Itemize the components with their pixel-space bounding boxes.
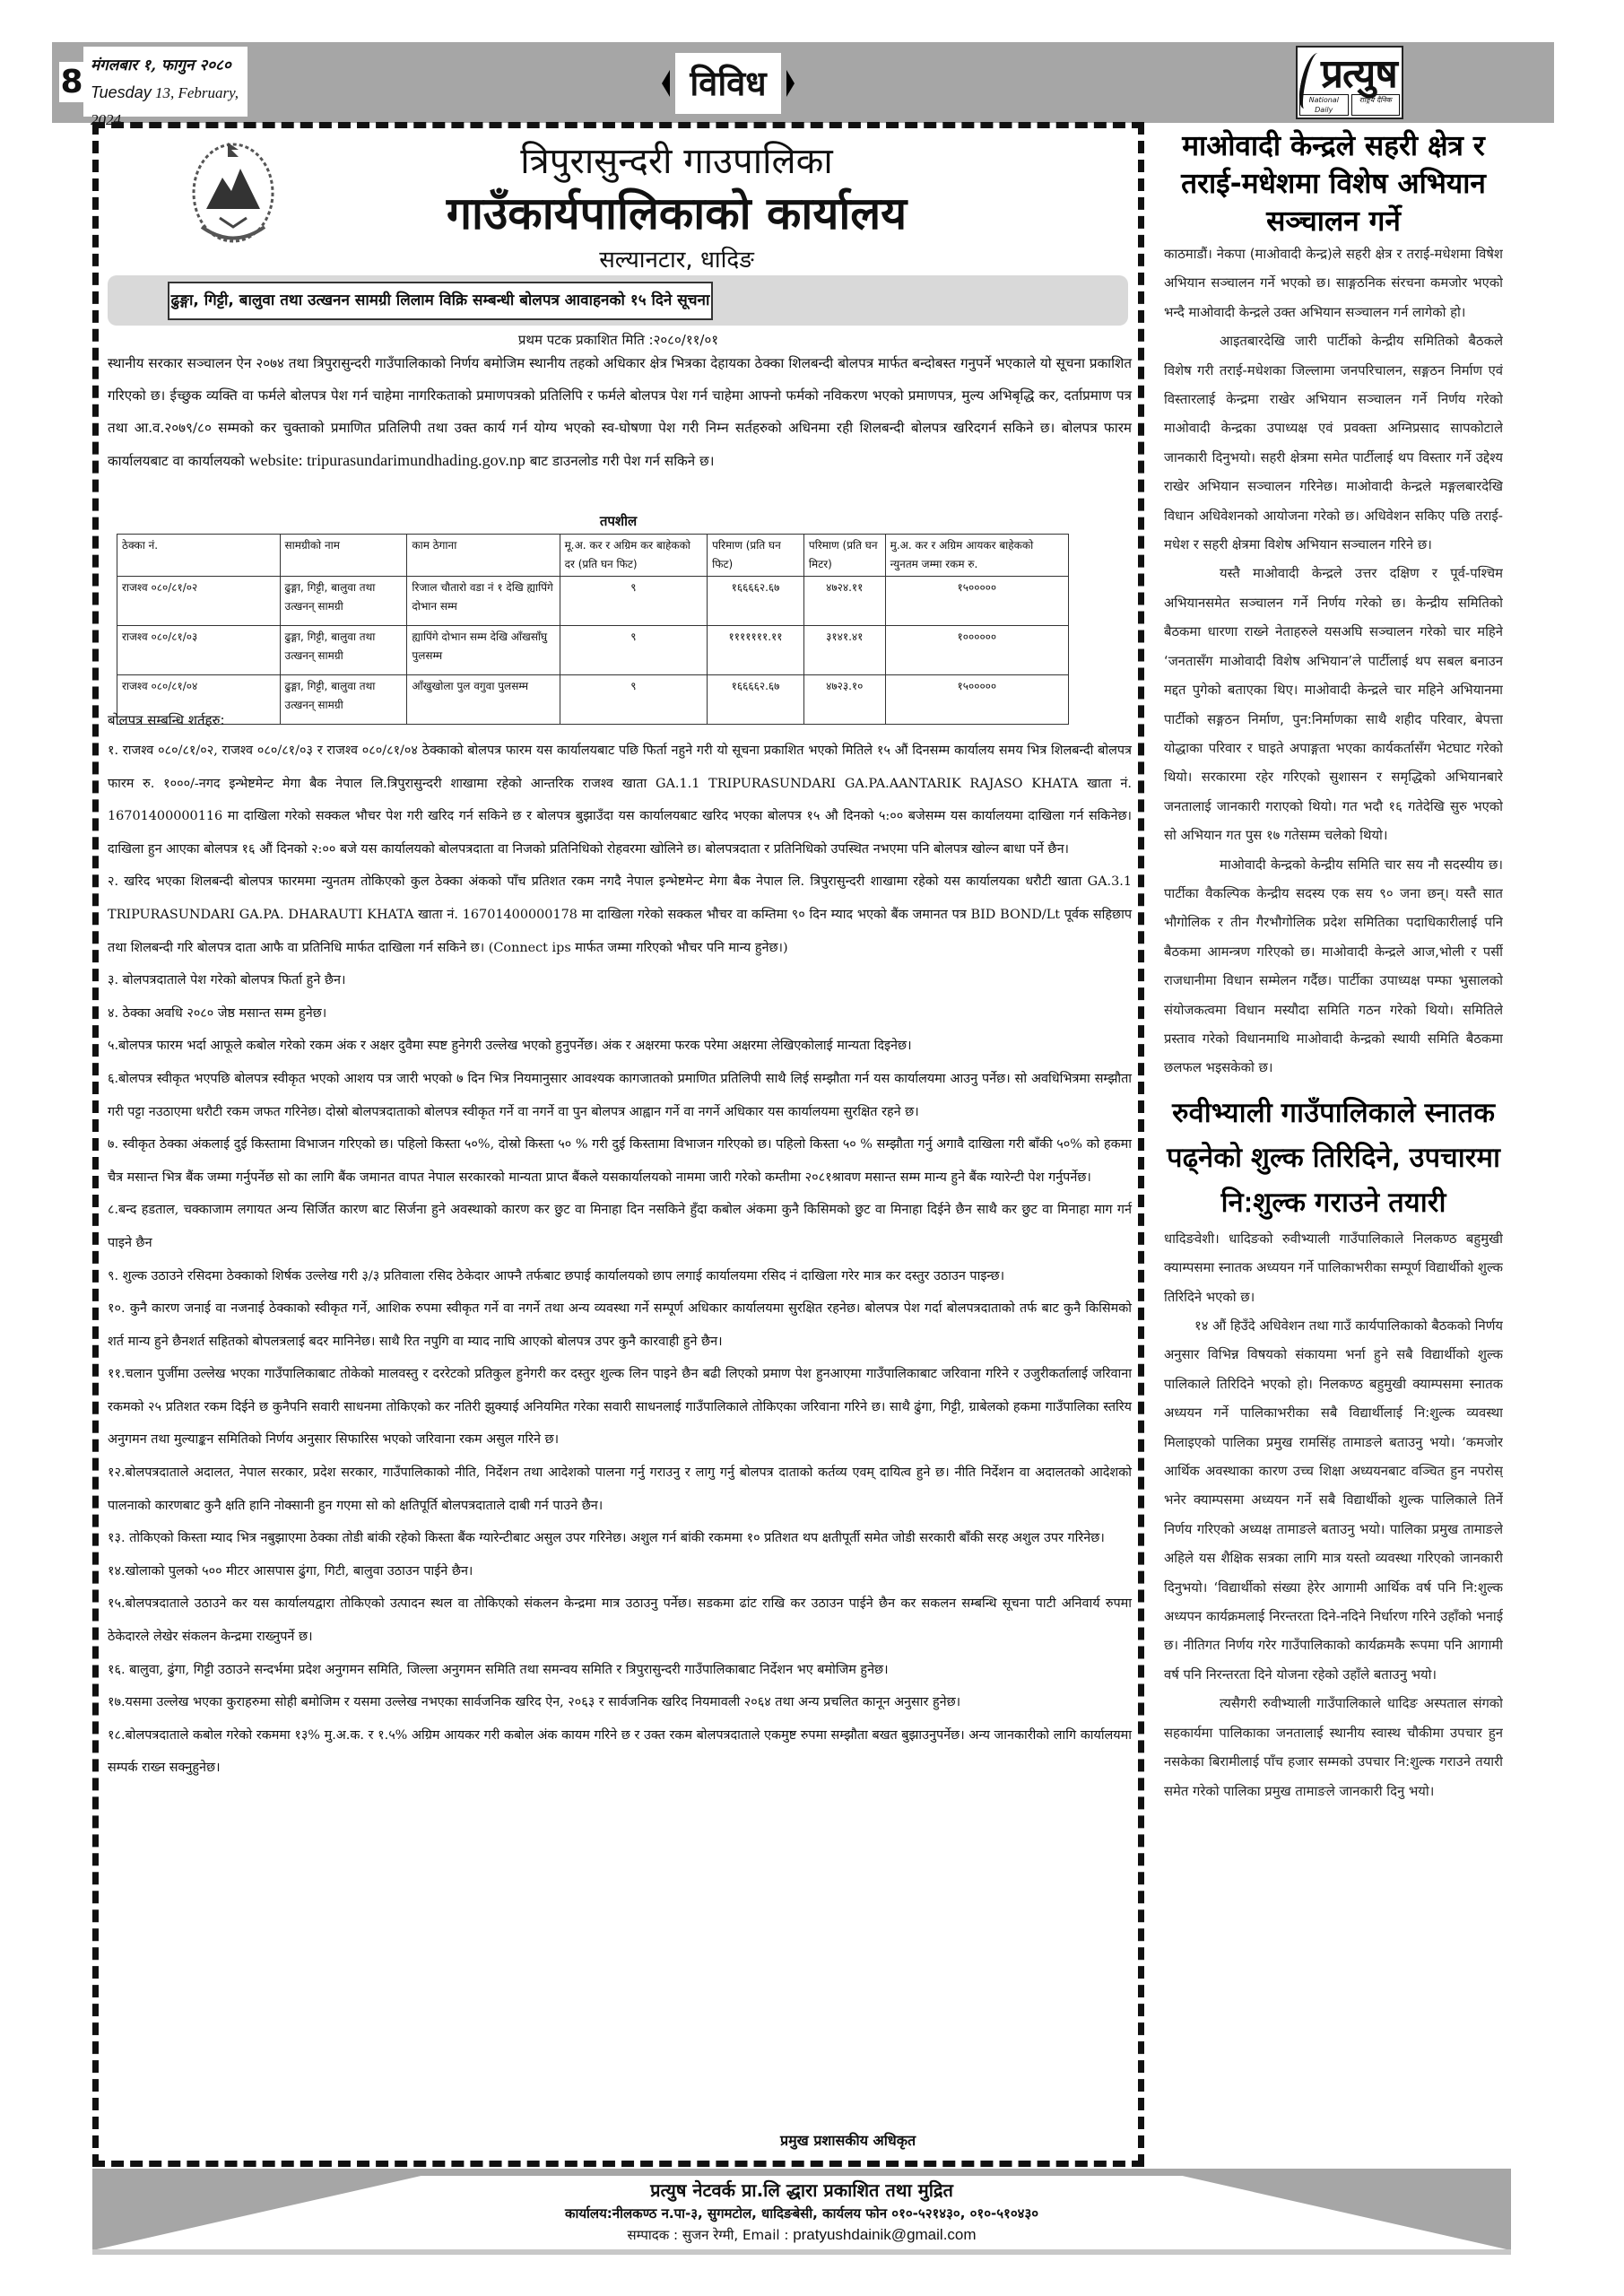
cell-qty-cft: १६६६६२.६७ (708, 675, 804, 725)
cell-contract-no: राजश्व ०८०/८१/०४ (117, 675, 281, 725)
newspaper-logo (1296, 46, 1403, 119)
editor-label: सम्पादक : सुजन रेग्मी, Email : (627, 2227, 789, 2243)
masthead (52, 42, 1554, 128)
cell-qty-cum: ४७२४.११ (803, 577, 885, 626)
terms-title: बोलपत्र सम्बन्धि शर्तहरु: (108, 712, 225, 728)
logo-sub-english: National Daily (1299, 94, 1349, 116)
notice-title: ढुङ्गा, गिट्टी, बालुवा तथा उत्खनन सामग्री लिलाम विक्रि सम्बन्धी बोलपत्र आवाहनको १५ दिने सूचना (168, 282, 713, 320)
logo-name: प्रत्युष (1321, 51, 1397, 97)
col-header: मू.अ. कर र अग्रिम कर बाहेकको दर (प्रति घन फिट) (560, 535, 708, 577)
article-paragraph: यस्तै माओवादी केन्द्रले उत्तर दक्षिण र पूर्व-पश्चिम अभियानसमेत सञ्चालन गर्ने निर्णय गरेको छ। केन्द्रीय समितिको बैठकमा धारणा राख्ने नेताहरुले यसअघि सञ्चालन गरेको चार महिने ‘जनतासँग माओवादी विशेष अभियान’ले पार्टीलाई थप सबल बनाउन मद्दत पुगेको बताएका थिए। माओवादी केन्द्रले चार महिने अभियानमा पार्टीको सङ्गठन निर्माण, पुन:निर्माणका साथै शहीद परिवार, बेपत्ता योद्धाका परिवार र घाइते अपाङ्गता भएका कार्यकर्तासँग भेटघाट गरेको थियो। सरकारमा रहेर गरिएको सुशासन र समृद्धिको अभियानबारे जनतालाई जानकारी गराएको थियो। गत भदौ १६ गतेदेखि सुरु भएको सो अभियान गत पुस १७ गतेसम्म चलेको थियो। (1164, 566, 1503, 844)
col-header: परिमाण (प्रति घन फिट) (708, 535, 804, 577)
tender-table (117, 534, 1069, 725)
term-item: १. राजश्व ०८०/८१/०२, राजश्व ०८०/८१/०३ र राजश्व ०८०/८१/०४ ठेक्काको बोलपत्र फारम यस कार्यालयबाट पछि फिर्ता नहुने गरी यो सूचना प्रकाशित भएको मितिले १५ औं दिनसम्म कार्यालय समय भित्र शिलबन्दी बोलपत्र फारम रु. १०००/-नगद इन्भेष्टमेन्ट मेगा बैक नेपाल लि.त्रिपुरासुन्दरी शाखामा रहेको आन्तरिक राजश्व खाता GA.1.1 TRIPURASUNDARI GA.PA.AANTARIK RAJASO KHATA खाता नं. 16701400000116 मा दाखिला गरेको सक्कल भौचर पेश गरी खरिद गर्न सकिने छ र बोलपत्र बुझाउँदा यस कार्यालयबाट खरिद भएका बोलपत्र १५ औ दिनको ५:०० बजेसम्म यस कार्यालयमा दाखिला गर्न सकिनेछ। दाखिला हुन आएका बोलपत्र १६ औं दिनको २:०० बजे यस कार्यालयको बोलपत्रदाता वा निजको प्रतिनिधिको रोहवरमा खोलिने छ। बोलपत्रदाता र प्रतिनिधिको उपस्थित नभएमा पनि बोलपत्र खोल्न बाधा पर्ने छैन। (108, 744, 1132, 857)
cell-location: आँखुखोला पुल वगुवा पुलसम्म (407, 675, 560, 725)
term-item: १०. कुनै कारण जनाई वा नजनाई ठेक्काको स्वीकृत गर्ने, आशिक रुपमा स्वीकृत गर्ने वा नगर्ने तथा अन्य व्यवस्था गर्ने सम्पूर्ण अधिकार कार्यालयमा सुरक्षित रहनेछ। बोलपत्र पेश गर्दा बोलपत्रदाताको तर्फ बाट कुनै किसिमको शर्त मान्य हुने छैनशर्त सहितको बोपलत्रलाई बदर मानिनेछ। साथै रित नपुगि वा म्याद नाघि आएको बोलपत्र उपर कुनै कारवाही हुने छैन। (108, 1301, 1132, 1349)
cell-min-amount: १०००००० (885, 626, 1068, 675)
date-nepali: मंगलबार १, फागुन २०८० (91, 57, 231, 74)
editor-line (92, 2224, 1511, 2246)
cell-min-amount: १५००००० (885, 577, 1068, 626)
table-header-row (117, 535, 1069, 577)
cell-qty-cum: ४७२३.१० (803, 675, 885, 725)
term-item: १३. तोकिएको किस्ता म्याद भित्र नबुझाएमा ठेक्का तोडी बांकी रहेको किस्ता बैंक ग्यारेन्टीबाट असुल उपर गरिनेछ। अशुल गर्न बांकी रकममा १० प्रतिशत थप क्षतीपूर्ती समेत जोडी सरकारी बाँकी सरह अशुल उपर गरिनेछ। (108, 1531, 1105, 1546)
news-column (1164, 126, 1503, 2170)
imprint-footer (92, 2169, 1511, 2255)
term-item: १४.खोलाको पुलको ५०० मीटर आसपास ढुंगा, गिटी, बालुवा उठाउन पाईने छैन। (108, 1563, 473, 1578)
term-item: १७.यसमा उल्लेख भएका कुराहरुमा सोही बमोजिम र यसमा उल्लेख नभएका सार्वजनिक खरिद ऐन, २०६३ र सार्वजनिक खरिद नियमावली २०६४ तथा अन्य प्रचलित कानून अनुसार हुनेछ। (108, 1695, 961, 1710)
term-item: ११.चलान पुर्जीमा उल्लेख भएका गाउँपालिकाबाट तोकेको मालवस्तु र दररेटको प्रतिकुल हुनेगरी कर दस्तुर शुल्क लिन पाइने छैन बढी लिएको प्रमाण पेश हुनआएमा गाउँपालिकाबाट जरिवाना गरिने र उजुरीकर्तालाई जरिवाना रकमको २५ प्रतिशत रकम दिईने छ कुनैपनि सवारी साधनमा तोकिएको कर नतिरी झुक्याई अनियमित गरेका सवारी साधनलाई गाउँपालिकाले तोकिएका जरिवाना गरिने छ। साथै ढुंगा, गिट्टी, ग्राबेलको हकमा गाउँपालिका स्तरिय अनुगमन तथा मुल्याङ्कन समितिको निर्णय अनुसार सिफारिस भएको जरिवाना रकम असुल गरिने छ। (108, 1367, 1132, 1448)
signatory: प्रमुख प्रशासकीय अधिकृत (780, 2132, 916, 2149)
col-header: सामग्रीको नाम (280, 535, 407, 577)
article-paragraph: माओवादी केन्द्रको केन्द्रीय समिति चार सय नौ सदस्यीय छ। पार्टीका वैकल्पिक केन्द्रीय सदस्य एक सय ९० जना छन्। यस्तै सात भौगोलिक र तीन गैरभौगोलिक प्रदेश समितिका पदाधिकारीलाई पनि बैठकमा आमन्त्रण गरिएको छ। माओवादी केन्द्रले आज,भोली र पर्सी राजधानीमा विधान सम्मेलन गर्दैछ। पार्टीका उपाध्यक्ष पम्फा भुसालको संयोजकत्वमा विधान मस्यौदा समिति गठन गरेको थियो। समितिले प्रस्ताव गरेको विधानमाथि माओवादी केन्द्रको स्थायी समिति बैठकमा छलफल भइसकेको छ। (1164, 857, 1503, 1076)
intro-paragraph (108, 347, 1132, 477)
table-title: तपशील (599, 513, 638, 529)
footer-base-strip (92, 2249, 1511, 2255)
article-paragraph: धादिङवेशी। धादिङको रुवीभ्याली गाउँपालिकाले निलकण्ठ बहुमुखी क्याम्पसमा स्नातक अध्ययन गर्ने पालिकाभरीका सम्पूर्ण विद्यार्थीको शुल्क तिरिदिने भएको छ। (1164, 1231, 1503, 1305)
office-address-line: कार्यालय:नीलकण्ठ न.पा-३, सुगमटोल, धादिङबेसी, कार्यलय फोन ०१०-५२१४३०, ०१०-५१०४३० (564, 2205, 1039, 2222)
cell-location: ह्यापिंगे दोभान सम्म देखि आँखसाँघु पुलसम्म (407, 626, 560, 675)
term-item: ६.बोलपत्र स्वीकृत भएपछि बोलपत्र स्वीकृत भएको आशय पत्र जारी भएको ७ दिन भित्र नियमानुसार आवश्यक कागजातको प्रमाणित प्रतिलिपी साथै लिई सम्झौता गर्न यस कार्यालयमा आउनु पर्नेछ। सो अवधिभित्रमा सम्झौता गरी पट्टा नउठाएमा धरौटी रकम जफत गरिनेछ। दोस्रो बोलपत्रदाताको बोलपत्र स्वीकृत गर्ने वा नगर्ने वा पुन बोलपत्र आह्वान गर्ने वा नगर्ने अधिकार यस कार्यालयमा सुरक्षित रहने छ। (108, 1071, 1132, 1119)
term-item: १५.बोलपत्रदाताले उठाउने कर यस कार्यालयद्वारा तोकिएको उत्पादन स्थल वा तोकिएको संकलन केन्द्रमा मात्र उठाउनु पर्नेछ। सडकमा ढांट राखि कर उठाउन पाईने छैन कर सकलन सम्बन्धि सूचना पाटी अनिवार्य रुपमा ठेकेदारले लेखेर संकलन केन्द्रमा राख्नुपर्ने छ। (108, 1596, 1133, 1645)
office-name: गाउँकार्यपालिकाको कार्यालय (446, 187, 908, 239)
term-item: २. खरिद भएका शिलबन्दी बोलपत्र फारममा न्युनतम तोकिएको कुल ठेक्का अंकको पाँच प्रतिशत रकम नगदै नेपाल इन्भेष्टमेन्ट मेगा बैक नेपाल लि. त्रिपुरासुन्दरी शाखामा रहेको यस कार्यालयका धरौटी खाता GA.3.1 TRIPURASUNDARI GA.PA. DHARAUTI KHATA खाता नं. 16701400000178 मा दाखिला गरेको सक्कल भौचर वा कम्तिमा ९० दिन म्याद भएको बैंक जमानत पत्र BID BOND/Lt पूर्वक सहिछाप तथा शिलबन्दी गरि बोलपत्र दाता आफै वा प्रतिनिधि मार्फत दाखिला गर्न सकिने छ। (Connect ips मार्फत जम्मा गरिएको भौचर पनि मान्य हुनेछ।) (108, 874, 1133, 955)
term-item: ८.बन्द हडताल, चक्काजाम लगायत अन्य सिर्जित कारण बाट सिर्जना हुने अवस्थाको कारण कर छुट वा मिनाहा दिन नसकिने हुँदा कबोल अंकमा कुनै किसिमको छुट वा मिनाहा दिईने छैन साथै कर छुट वा मिनाहा माग गर्न पाइने छैन (108, 1203, 1132, 1250)
cell-contract-no: राजश्व ०८०/८१/०३ (117, 626, 281, 675)
col-header: परिमाण (प्रति घन मिटर) (803, 535, 885, 577)
day-of-week: Tuesday (91, 83, 152, 101)
col-header: काम ठेगाना (407, 535, 560, 577)
table-row (117, 577, 1069, 626)
news-article-maoist (1164, 127, 1503, 1083)
term-item: १२.बोलपत्रदाताले अदालत, नेपाल सरकार, प्रदेश सरकार, गाउँपालिकाको नीति, निर्देशन तथा आदेशको पालना गर्नु गराउनु र लागु गर्नु बोलपत्र दाताको कर्तव्य एवम् दायित्व हुने छ। नीति निर्देशन वा अदालतको आदेशको पालनाको कारणबाट कुनै क्षति हानि नोक्सानी हुन गएमा सो को क्षतिपूर्ति बोलपत्रदाताले दाबी गर्न पाउने छैन। (108, 1465, 1132, 1513)
term-item: ३. बोलपत्रदाताले पेश गरेको बोलपत्र फिर्ता हुने छैन। (108, 973, 346, 988)
article-paragraph: आइतबारदेखि जारी पार्टीको केन्द्रीय समितिको बैठकले विशेष गरी तराई-मधेशका जिल्लामा जनपरिचालन, सङ्गठन निर्माण एवं विस्तारलाई केन्द्रमा राखेर अभियान सञ्चालन गर्ने निर्णय गरेको माओवादी केन्द्रका उपाध्यक्ष एवं प्रवक्ता अग्निप्रसाद सापकोटाले जानकारी दिनुभयो। सहरी क्षेत्रमा समेत पार्टीलाई थप विस्तार गर्ने उद्देश्य राखेर अभियान सञ्चालन गरिनेछ। माओवादी केन्द्रले मङ्गलबारदेखि विधान अधिवेशनको आयोजना गरेको छ। अधिवेशन सकिए पछि तराई-मधेश र सहरी क्षेत्रमा विशेष अभियान सञ्चालन गरिने छ। (1164, 334, 1503, 553)
website-link[interactable]: website: tripurasundarimundhading.gov.np (248, 451, 525, 469)
article-paragraph: त्यसैगरी रुवीभ्याली गाउँपालिकाले धादिङ अस्पताल संगको सहकार्यमा पालिकाका जनतालाई स्थानीय स्वास्थ चौकीमा उपचार हुन नसकेका बिरामीलाई पाँच हजार सम्मको उपचार नि:शुल्क गराउने तयारी समेत गरेको पालिका प्रमुख तामाङले जानकारी दिनु भयो। (1164, 1696, 1503, 1799)
triangle-left-icon (662, 70, 670, 97)
cell-rate: ९ (560, 675, 708, 725)
term-item: ७. स्वीकृत ठेक्का अंकलाई दुई किस्तामा विभाजन गरिएको छ। पहिलो किस्ता ५०%, दोस्रो किस्ता ५० % गरी दुई किस्तामा विभाजन गरिएको छ। पहिलो किस्ता ५० % सम्झौता गर्नु अगावै दाखिला गरी बाँकी ५०% को हकमा चैत्र मसान्त भित्र बैंक जम्मा गर्नुपर्नेछ सो का लागि बैंक जमानत वापत नेपाल सरकारको मान्यता प्राप्त बैंकले यसकार्यालयको नाममा जारी गरेको कम्तीमा २०८१श्रावण मसान्त सम्म मान्य हुने बैंक ग्यारेन्टी पेश गर्नुपर्नेछ। (108, 1137, 1132, 1185)
term-item: ९. शुल्क उठाउने रसिदमा ठेक्काको शिर्षक उल्लेख गरी ३/३ प्रतिवाला रसिद ठेकेदार आफ्नै तर्फबाट छपाई कार्यालयको छाप लगाई कार्यालयमा रसिद नं दाखिला गरेर मात्र कर दस्तुर उठाउन पाइन्छ। (108, 1268, 1005, 1283)
article-body (1164, 1225, 1503, 1806)
term-item: ४. ठेक्का अवधि २०८० जेष्ठ मसान्त सम्म हुनेछ। (108, 1005, 327, 1021)
cell-material: ढुङ्गा, गिट्टी, बालुवा तथा उत्खनन् सामग्री (280, 626, 407, 675)
page-number: 8 (60, 64, 83, 100)
cell-material: ढुङ्गा, गिट्टी, बालुवा तथा उत्खनन् सामग्री (280, 675, 407, 725)
term-item: १८.बोलपत्रदाताले कबोल गरेको रकममा १३% मु.अ.क. र १.५% अग्रिम आयकर गरी कबोल अंक कायम गरिने छ र उक्त रकम बोलपत्रदाताले एकमुष्ट रुपमा सम्झौता बखत बुझाउनुपर्नेछ। अन्य जानकारीको लागि कार्यालयमा सम्पर्क राख्न सक्नुहुनेछ। (108, 1727, 1132, 1776)
cell-material: ढुङ्गा, गिट्टी, बालुवा तथा उत्खनन् सामग्री (280, 577, 407, 626)
col-header: ठेक्का नं. (117, 535, 281, 577)
cell-min-amount: १५००००० (885, 675, 1068, 725)
date-box (83, 47, 248, 128)
term-item: ५.बोलपत्र फारम भर्दा आफूले कबोल गरेको रकम अंक र अक्षर दुवैमा स्पष्ट हुनेगरी उल्लेख भएको हुनुपर्नेछ। अंक र अक्षरमा फरक परेमा अक्षरमा लेखिएकोलाई मान्यता दिइनेछ। (108, 1039, 912, 1054)
intro-text: स्थानीय सरकार सञ्चालन ऐन २०७४ तथा त्रिपुरासुन्दरी गाउँपालिकाको निर्णय बमोजिम स्थानीय तहको अधिकार क्षेत्र भित्रका देहायका ठेक्का शिलबन्दी बोलपत्र मार्फत बन्दोबस्त गनुपर्ने भएकाले यो सूचना प्रकाशित गरिएको छ। ईच्छुक व्यक्ति वा फर्मले बोलपत्र पेश गर्न चाहेमा नागरिकताको प्रमाणपत्रको प्रतिलिपि र फर्मले बोलपत्र पेश गर्न चाहेमा आफ्नो फर्मको नविकरण भएको प्रमाणपत्र, मुल्य अभिबृद्धि कर, दर्ताप्रमाण पत्र तथा आ.व.२०७९/८० सम्मको कर चुक्ताको प्रमाणित प्रतिलिपी तथा उक्त कार्य गर्न योग्य भएको स्व-घोषणा पेश गरी निम्न सर्तहरुको अधिनमा रही शिलबन्दी बोलपत्र खरिदगर्न सकिने छ। बोलपत्र फारम कार्यालयबाट वा कार्यालयको (108, 355, 1133, 469)
terms-list (108, 735, 1132, 1785)
publisher-line: प्रत्युष नेटवर्क प्रा.लि द्धारा प्रकाशित तथा मुद्रित (650, 2179, 953, 2201)
office-address: सल्यानटार, धादिङ (599, 247, 754, 274)
news-article-ruby-valley (1164, 1091, 1503, 1806)
date-english-value: 13, February, 2024 (91, 84, 239, 128)
table-row (117, 675, 1069, 725)
article-headline: माओवादी केन्द्रले सहरी क्षेत्र र तराई-मधेशमा विशेष अभियान सञ्चालन गर्ने (1181, 130, 1486, 238)
article-paragraph: १४ औं हिउँदे अधिवेशन तथा गाउँ कार्यपालिकाको बैठकको निर्णय अनुसार विभिन्न विषयको संकायमा भर्ना हुने सबै विद्यार्थीको शुल्क पालिकाले तिरिदिने भएको हो। निलकण्ठ बहुमुखी क्याम्पसमा स्नातक अध्ययन गर्ने पालिकाभरीका सबै विद्यार्थीलाई नि:शुल्क व्यवस्था मिलाइएको पालिका प्रमुख रामसिंह तामाङले बताउनु भयो। ‘कमजोर आर्थिक अवस्थाका कारण उच्च शिक्षा अध्ययनबाट वञ्चित हुन नपरोस् भनेर क्याम्पसमा अध्ययन गर्ने सबै विद्यार्थीको शुल्क पालिकाले तिर्ने निर्णय गरिएको अध्यक्ष तामाङले बताउनु भयो। पालिका प्रमुख तामाङले अहिले यस शैक्षिक सत्रका लागि मात्र यस्तो व्यवस्था गरिएको जानकारी दिनुभयो। ‘विद्यार्थीको संख्या हेरेर आगामी आर्थिक वर्ष पनि नि:शुल्क अध्यपन कार्यक्रमलाई निरन्तरता दिने-नदिने निर्धारण गरिने उहाँको भनाई छ। नीतिगत निर्णय गरेर गाउँपालिकाको कार्यक्रमकै रूपमा पनि आगामी वर्ष पनि निरन्तरता दिने योजना रहेको उहाँले बताउनु भयो। (1164, 1318, 1503, 1683)
cell-qty-cft: १६६६६२.६७ (708, 577, 804, 626)
article-body (1164, 240, 1503, 1083)
col-header: मु.अ. कर र अग्रिम आयकर बाहेकको न्युनतम जम्मा रकम रु. (885, 535, 1068, 577)
section-title: विविध (675, 53, 781, 114)
triangle-right-icon (786, 70, 795, 97)
article-paragraph: काठमाडौं। नेकपा (माओवादी केन्द्र)ले सहरी क्षेत्र र तराई-मधेशमा विषेश अभियान सञ्चालन गर्ने भएको छ। साङ्गठनिक संरचना कमजोर भएको भन्दै माओवादी केन्द्रले उक्त अभियान सञ्चालन गर्न लागेको हो। (1164, 247, 1503, 320)
cell-rate: ९ (560, 577, 708, 626)
section-label (662, 53, 795, 114)
table-row (117, 626, 1069, 675)
published-date: प्रथम पटक प्रकाशित मिति :२०८०/११/०१ (517, 332, 719, 348)
notice-banner (108, 275, 1128, 326)
email-link[interactable]: pratyushdainik@gmail.com (793, 2226, 977, 2243)
term-item: १६. बालुवा, ढुंगा, गिट्टी उठाउने सन्दर्भमा प्रदेश अनुगमन समिति, जिल्ला अनुगमन समिति तथा समन्वय समिति र त्रिपुरासुन्दरी गाउँपालिकाबाट निर्देशन भए बमोजिम हुनेछ। (108, 1662, 889, 1677)
cell-qty-cft: १११११११.११ (708, 626, 804, 675)
intro-tail: बाट डाउनलोड गरी पेश गर्न सकिने छ। (529, 453, 715, 469)
logo-sub-nepali: राष्ट्रिय दैनिक (1351, 94, 1401, 116)
article-headline: रुवीभ्याली गाउँपालिकाले स्नातक पढ्नेको शुल्क तिरिदिने, उपचारमा नि:शुल्क गराउने तयारी (1166, 1096, 1501, 1219)
cell-contract-no: राजश्व ०८०/८१/०२ (117, 577, 281, 626)
logo-subtitle (1299, 94, 1400, 116)
cell-location: रिजाल चौतारो वडा नं १ देखि ह्यापिंगे दोभान सम्म (407, 577, 560, 626)
org-name: त्रिपुरासुन्दरी गाउपालिका (520, 141, 833, 182)
cell-rate: ९ (560, 626, 708, 675)
tender-notice (92, 122, 1144, 2167)
cell-qty-cum: ३१४१.४१ (803, 626, 885, 675)
